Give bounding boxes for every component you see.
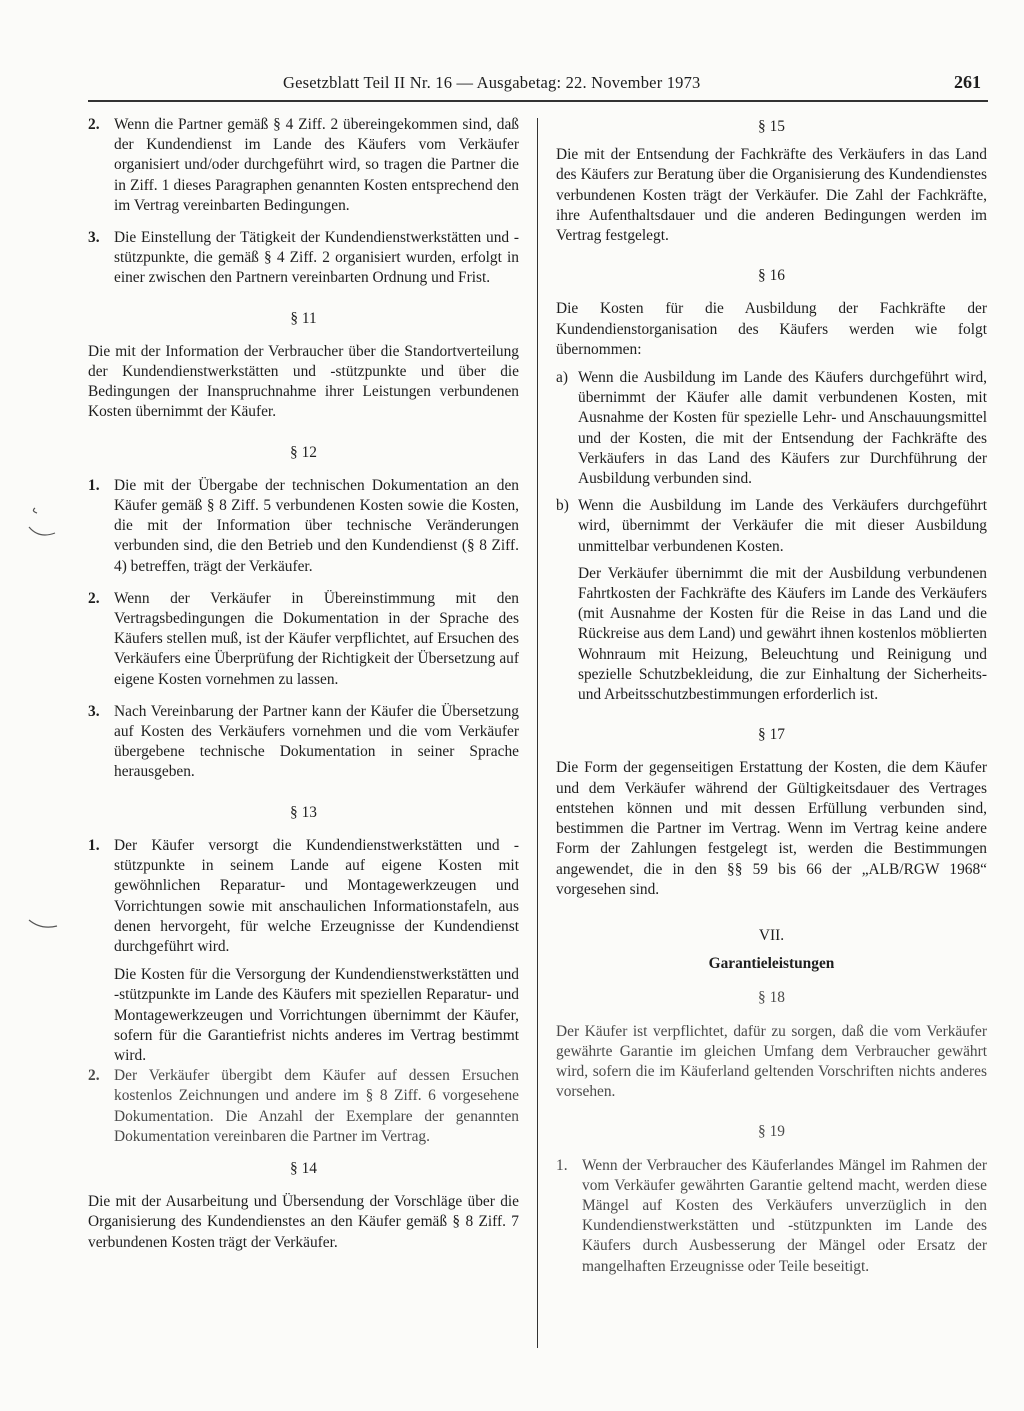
- list-item: [88, 702, 519, 783]
- column-divider: [537, 118, 538, 1348]
- item-number: 3.: [88, 702, 100, 720]
- section-heading: § 12: [290, 443, 317, 461]
- section-heading: § 11: [290, 309, 317, 327]
- paragraph: Wenn der Verkäufer in Übereinstimmung mit den Vertragsbedingungen die Dokumentation in der Sprache des Käufers stellen muß, ist der Käufer verpflichtet, auf Ersuchen des Verkäufers eine Überprüfung der Richtigkeit der Übersetzung auf eigene Kosten vornehmen zu lassen.: [114, 589, 519, 688]
- paragraph: Die mit der Entsendung der Fachkräfte des Verkäufers in das Land des Käufers zur Beratung über die Organisierung des Kundendienstes verbundenen Kosten trägt der Verkäufer. Die Zahl der Fachkräfte, ihre Aufenthaltsdauer und die anderen Bedingungen werden im Vertrag festgelegt.: [556, 146, 987, 245]
- list-item: [556, 1156, 987, 1277]
- list-item: [556, 368, 987, 489]
- section-heading: § 19: [758, 1123, 785, 1141]
- paragraph: Wenn die Ausbildung im Lande des Käufers durchgeführt wird, übernimmt der Käufer alle damit verbundenen Kosten, mit Ausnahme der Kosten für spezielle Lehr- und Anschauungsmittel und der Kosten, die mit der Entsendung der Fachkräfte des Verkäufers in das Land des Käufers zur Durchführung der Ausbildung verbunden sind.: [578, 369, 987, 488]
- item-number: 1.: [556, 1156, 568, 1174]
- left-column: [88, 115, 519, 1253]
- section-heading: § 18: [758, 989, 785, 1007]
- paragraph: Die Form der gegenseitigen Erstattung der Kosten, die dem Käufer und dem Verkäufer während der Gültigkeitsdauer des Vertrages entstehen können und mit dessen Erfüllung verbunden sind, bestimmen die Partner im Vertrag. Wenn im Vertrag keine andere Form der Zahlungen festgelegt ist, werden die Bestimmungen angewendet, die in den §§ 59 bis 66 der „ALB/RGW 1968“ vorgesehen sind.: [556, 759, 987, 898]
- list-item: [88, 589, 519, 690]
- item-number: 1.: [88, 836, 100, 854]
- margin-mark-icon: [25, 503, 65, 543]
- list-item: [88, 1066, 519, 1147]
- section-heading: § 17: [758, 726, 785, 744]
- paragraph: Der Verkäufer übernimmt die mit der Ausbildung verbundenen Fahrtkosten der Fachkräfte des Käufers im Lande des Verkäufers (mit Ausnahme der Kosten für die Reise in das Land und die Rückreise aus dem Land) und gewährt ihnen kostenlos möblierten Wohnraum mit Heizung, Beleuchtung und Reinigung und spezielle Schutzbekleidung, die zur Einhaltung der Sicherheits- und Arbeitsschutzbestimmungen erforderlich ist.: [578, 564, 987, 704]
- list-item: [88, 228, 519, 289]
- section-heading: § 13: [290, 803, 317, 821]
- paragraph: Wenn die Partner gemäß § 4 Ziff. 2 übereingekommen sind, daß der Kundendienst im Lande des Käufers vom Verkäufer organisiert und/oder durchgeführt wird, so tragen die Partner die in Ziff. 1 dieses Paragraphen genannten Kosten entsprechend den im Vertrag vereinbarten Bedingungen.: [114, 116, 519, 214]
- paragraph: Die mit der Information der Verbraucher über die Standortverteilung der Kundendienstwerkstätten und -stützpunkte und über die Bedingungen der Inanspruchnahme ihrer Leistungen verbundenen Kosten übernimmt der Käufer.: [88, 342, 519, 421]
- paragraph: Der Käufer versorgt die Kundendienstwerkstätten und -stützpunkte in seinem Lande auf eigene Kosten mit gewöhnlichen Reparatur- und Montagewerkzeugen und Vorrichtungen sowie mit anschaulichen Informationstafeln, aus denen hervorgeht, für welche Erzeugnisse der Kundendienst durchgeführt wird.: [114, 836, 519, 955]
- margin-mark-icon: [25, 914, 65, 938]
- list-item: [88, 476, 519, 577]
- paragraph: Die Kosten für die Versorgung der Kundendienstwerkstätten und -stützpunkte im Lande des Käufers mit speziellen Reparatur- und Montagewerkzeugen und Vorrichtungen übernimmt der Käufer, sofern für die Garantiefrist nichts anderes im Vertrag bestimmt wird.: [114, 966, 519, 1064]
- list-item: [88, 836, 519, 957]
- paragraph: Nach Vereinbarung der Partner kann der Käufer die Übersetzung auf Kosten des Verkäufers vornehmen und die vom Verkäufer übergebene technische Dokumentation in seiner Sprache herausgeben.: [114, 702, 519, 781]
- item-number: 2.: [88, 589, 100, 607]
- right-column: [556, 115, 987, 1289]
- paragraph: Die mit der Übergabe der technischen Dokumentation an den Käufer gemäß § 8 Ziff. 5 verbundenen Kosten sowie die Kosten, die mit der Information über technische Veränderungen verbunden sind, die den Betrieb und den Kundendienst (§ 8 Ziff. 4) betreffen, trägt der Verkäufer.: [114, 476, 519, 575]
- page-number: 261: [954, 72, 981, 92]
- item-letter: a): [556, 369, 568, 387]
- section-heading: § 16: [758, 267, 785, 285]
- part-title: Garantieleistungen: [708, 955, 835, 973]
- list-item: [556, 496, 987, 557]
- paragraph: Der Verkäufer übergibt dem Käufer auf dessen Ersuchen kostenlos Zeichnungen und andere im § 8 Ziff. 6 vorgesehene Dokumentation. Die Anzahl der Exemplare der genannten Dokumentation vereinbaren die Partner im Vertrag.: [114, 1067, 519, 1145]
- paragraph: Wenn der Verbraucher des Käuferlandes Mängel im Rahmen der vom Verkäufer gewährten Garantie geltend macht, werden diese Mängel auf Kosten des Verkäufers unverzüglich in den Kundendienstwerkstätten und -stützpunkten im Lande des Käufers durch Ausbesserung der Mängel oder Ersatz der mangelhaften Erzeugnisse oder Teile beseitigt.: [582, 1156, 987, 1275]
- item-letter: b): [556, 497, 569, 515]
- part-number: VII.: [758, 926, 785, 944]
- header-rule: [88, 100, 988, 102]
- paragraph: Wenn die Ausbildung im Lande des Verkäufers durchgeführt wird, übernimmt der Verkäufer die mit dieser Ausbildung unmittelbar verbundenen Kosten.: [578, 497, 987, 555]
- item-number: 3.: [88, 229, 100, 247]
- item-number: 2.: [88, 116, 100, 133]
- paragraph: Die Kosten für die Ausbildung der Fachkräfte der Kundendienstorganisation des Käufers werden wie folgt übernommen:: [556, 300, 987, 358]
- item-number: 1.: [88, 476, 100, 494]
- item-number: 2.: [88, 1067, 100, 1085]
- section-heading: § 15: [758, 118, 785, 135]
- list-item: [88, 115, 519, 216]
- paragraph: Die Einstellung der Tätigkeit der Kundendienstwerkstätten und -stützpunkte, die gemäß § 4 Ziff. 2 organisiert wurden, erfolgt in einer zwischen den Partnern vereinbarten Ordnung und Frist.: [114, 229, 519, 287]
- paragraph: Die mit der Ausarbeitung und Übersendung der Vorschläge über die Organisierung des Kundendienstes an den Käufer gemäß § 8 Ziff. 7 verbundenen Kosten trägt der Verkäufer.: [88, 1193, 519, 1251]
- section-heading: § 14: [290, 1159, 317, 1177]
- header-title: Gesetzblatt Teil II Nr. 16 — Ausgabetag: 22. November 1973: [283, 73, 701, 92]
- paragraph: Der Käufer ist verpflichtet, dafür zu sorgen, daß die vom Verkäufer gewährte Garantie im gleichen Umfang dem Verbraucher gewährt wird, sofern die im Käuferland geltenden Vorschriften nichts anderes vorsehen.: [556, 1022, 987, 1101]
